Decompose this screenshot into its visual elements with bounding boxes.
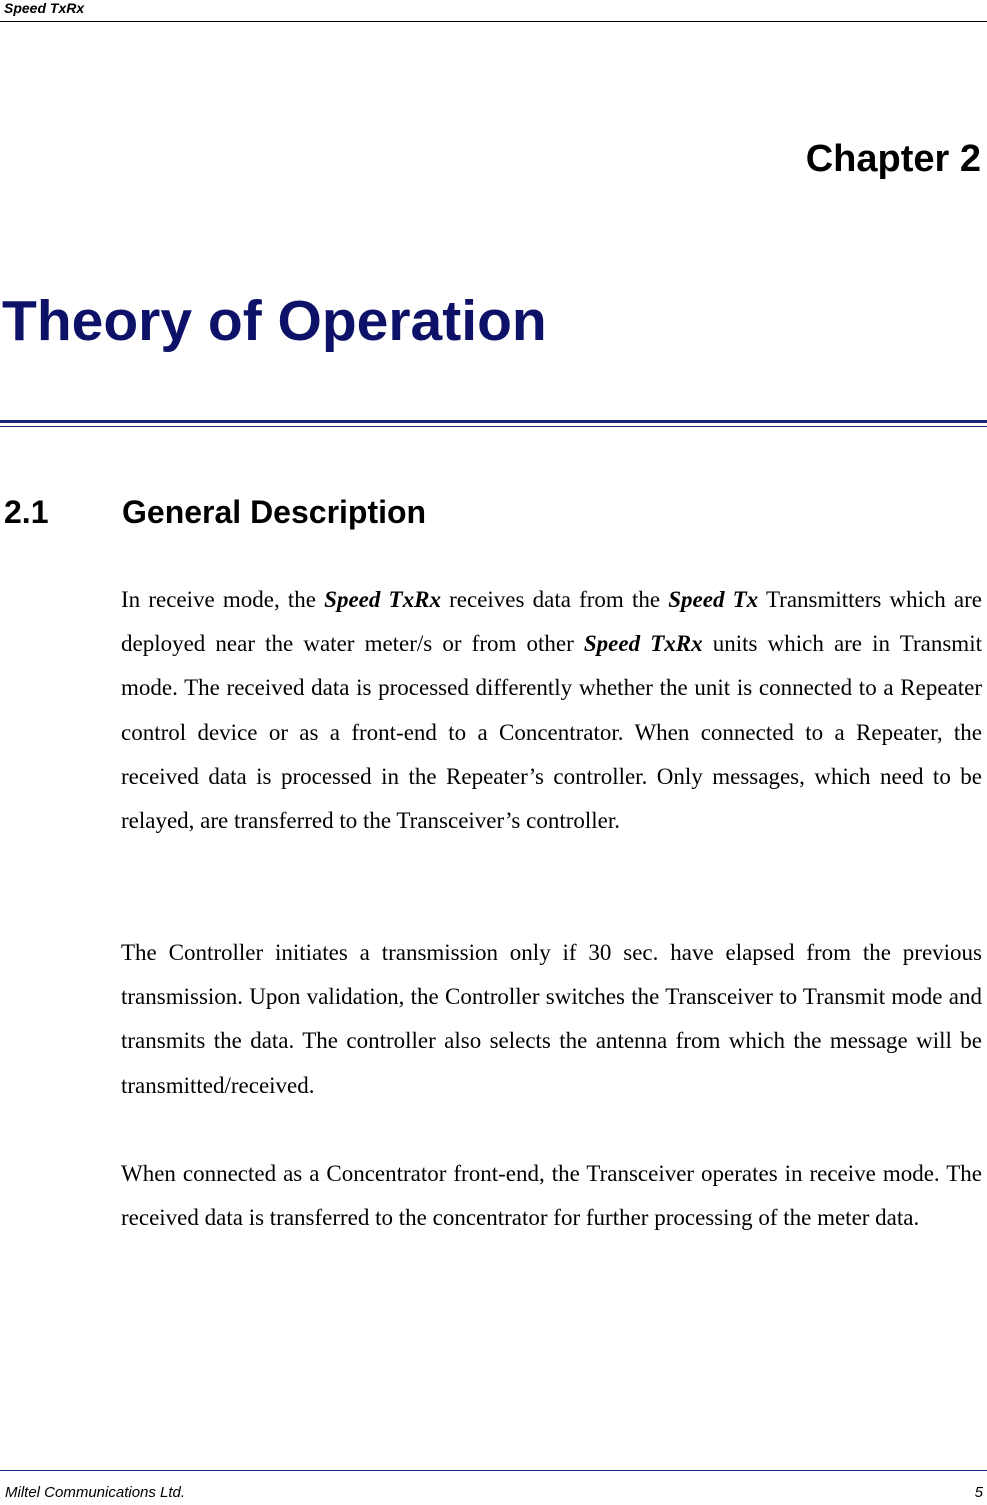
section-heading bbox=[4, 494, 426, 531]
p1-text-3: Transmitters which are deployed near the water meter/s or from other bbox=[121, 587, 983, 657]
p1-text-2: receives data from the bbox=[440, 587, 669, 612]
title-rule-thick bbox=[0, 420, 987, 423]
product-name-speed-txrx-2: Speed TxRx bbox=[583, 631, 703, 657]
product-name-speed-tx: Speed Tx bbox=[668, 587, 759, 612]
footer-company: Miltel Communications Ltd. bbox=[5, 1484, 186, 1501]
footer-rule bbox=[0, 1470, 987, 1471]
running-header-product: Speed TxRx bbox=[4, 0, 85, 16]
p1-text-4: units which are in Transmit mode. The received data is processed differently whether the unit is connected to a Repeater control device or as a front-end to a Concentrator. When connected to a Repeater, the received data is processed in the Repeater’s controller. Only messages, which need to be relayed, are transferred to the Transceiver’s controller. bbox=[121, 631, 982, 834]
chapter-title: Theory of Operation bbox=[2, 289, 547, 353]
paragraph-transmission: The Controller initiates a transmission only if 30 sec. have elapsed from the previous transmission. Upon validation, the Controller switches the Transceiver to Transmit mode and transmits the data. The controller also selects the antenna from which the message will be transmitted/received. bbox=[121, 940, 982, 1098]
page-number: 5 bbox=[974, 1484, 983, 1501]
paragraph-receive-mode bbox=[121, 578, 982, 843]
product-name-speed-txrx: Speed TxRx bbox=[324, 587, 441, 612]
header-rule bbox=[0, 21, 987, 22]
p1-text-1: In receive mode, the bbox=[121, 587, 325, 612]
section-title: General Description bbox=[122, 494, 427, 530]
title-rule-thin bbox=[0, 426, 987, 427]
chapter-label: Chapter 2 bbox=[805, 138, 981, 180]
paragraph-concentrator: When connected as a Concentrator front-end, the Transceiver operates in receive mode. The received data is transferred to the concentrator for further processing of the meter data. bbox=[121, 1161, 982, 1231]
section-number: 2.1 bbox=[4, 494, 49, 530]
